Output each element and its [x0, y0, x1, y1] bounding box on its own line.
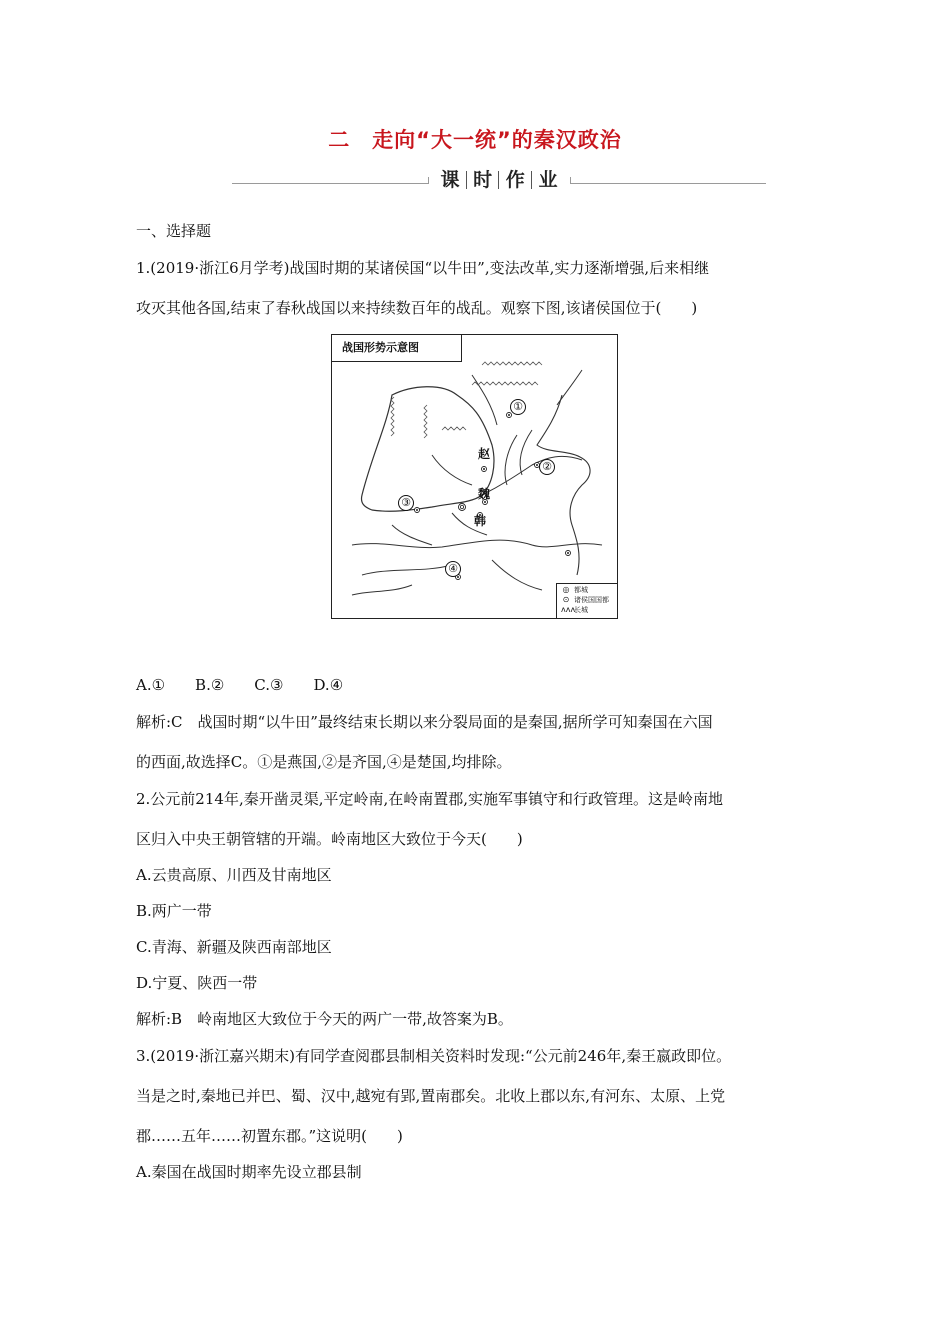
map-legend	[556, 583, 617, 618]
legend-vassal-capital: ⊙ 诸侯国国都	[562, 595, 609, 604]
q2-option-c: C.青海、新疆及陕西南部地区	[136, 938, 332, 956]
q2-stem-line2: 区归入中央王朝管辖的开端。岭南地区大致位于今天( )	[136, 830, 523, 848]
section-heading: 一、选择题	[136, 222, 212, 240]
banner-char: 课	[440, 169, 460, 191]
map-drawing	[332, 335, 618, 619]
great-wall	[472, 382, 538, 385]
legend-capital: ◎ 都城	[562, 585, 588, 594]
q3-stem-line2: 当是之时,秦地已并巴、蜀、汉中,越宛有郢,置南郡矣。北收上郡以东,有河东、太原、上党	[136, 1087, 726, 1105]
banner-separator	[466, 171, 467, 189]
q1-stem-line2: 攻灭其他各国,结束了春秋战国以来持续数百年的战乱。观察下图,该诸侯国位于( )	[136, 299, 698, 317]
q1-stem-line1: 1.(2019·浙江6月学考)战国时期的某诸侯国“以牛田”,变法改革,实力逐渐增强,后来相继	[136, 259, 710, 277]
state-label-wei: 魏	[478, 487, 491, 501]
vassal-capital-symbol-icon: ⊙	[562, 595, 570, 604]
page-title: 二 走向“大一统”的秦汉政治	[328, 128, 622, 152]
banner-char: 作	[505, 169, 525, 191]
capital-symbol-icon: ◎	[562, 585, 570, 594]
legend-great-wall: ᴧᴧᴧ 长城	[561, 605, 588, 614]
great-wall	[391, 397, 394, 436]
q2-analysis: 解析:B 岭南地区大致位于今天的两广一带,故答案为B。	[136, 1010, 513, 1028]
city-dot	[457, 576, 459, 578]
yangtze-river	[352, 540, 602, 547]
city-dot	[483, 468, 485, 470]
marker-4: ④	[445, 561, 461, 577]
q2-option-a: A.云贵高原、川西及甘南地区	[136, 866, 332, 884]
yellow-river	[361, 387, 493, 512]
city-dot	[416, 509, 418, 511]
great-wall	[442, 427, 466, 430]
q3-option-a: A.秦国在战国时期率先设立郡县制	[136, 1163, 362, 1181]
marker-3: ③	[398, 495, 414, 511]
great-wall-symbol-icon: ᴧᴧᴧ	[561, 605, 576, 614]
banner-rule-left	[232, 183, 428, 184]
city-dot	[508, 414, 510, 416]
banner-separator	[498, 171, 499, 189]
banner-char: 业	[538, 169, 558, 191]
river-branch	[482, 456, 582, 495]
coastline	[537, 395, 590, 575]
marker-1: ①	[510, 399, 526, 415]
q1-options: A.① B.② C.③ D.④	[136, 676, 344, 694]
q2-option-d: D.宁夏、陕西一带	[136, 974, 258, 992]
river	[492, 560, 542, 590]
river	[432, 455, 472, 485]
q3-stem-line1: 3.(2019·浙江嘉兴期末)有同学查阅郡县制相关资料时发现:“公元前246年,秦王嬴政即位。	[136, 1047, 732, 1065]
banner-rule-right	[570, 183, 766, 184]
state-label-han: 韩	[474, 514, 487, 528]
city-dot	[567, 552, 569, 554]
q2-stem-line1: 2.公元前214年,秦开凿灵渠,平定岭南,在岭南置郡,实施军事镇守和行政管理。这是岭南地	[136, 790, 724, 808]
warring-states-map	[331, 334, 618, 619]
great-wall	[482, 362, 542, 365]
q1-analysis-line1: 解析:C 战国时期“以牛田”最终结束长期以来分裂局面的是秦国,据所学可知秦国在六国	[136, 713, 713, 731]
q2-option-b: B.两广一带	[136, 902, 212, 920]
banner-label	[439, 168, 559, 192]
river	[392, 525, 432, 545]
banner-tick-left	[428, 177, 429, 184]
capital-marker	[459, 504, 466, 511]
river	[505, 435, 517, 485]
river	[557, 370, 582, 405]
city-dot	[536, 464, 538, 466]
q3-stem-line3: 郡……五年……初置东郡。”这说明( )	[136, 1127, 403, 1145]
banner-separator	[531, 171, 532, 189]
river	[520, 430, 532, 475]
section-banner	[232, 168, 766, 192]
river-branch	[362, 565, 452, 575]
river	[352, 585, 412, 595]
state-label-zhao: 赵	[478, 447, 491, 461]
map-title: 战国形势示意图	[332, 335, 462, 362]
banner-char: 时	[473, 169, 493, 191]
q1-analysis-line2: 的西面,故选择C。①是燕国,②是齐国,④是楚国,均排除。	[136, 753, 512, 771]
great-wall	[424, 405, 427, 438]
marker-2: ②	[539, 459, 555, 475]
